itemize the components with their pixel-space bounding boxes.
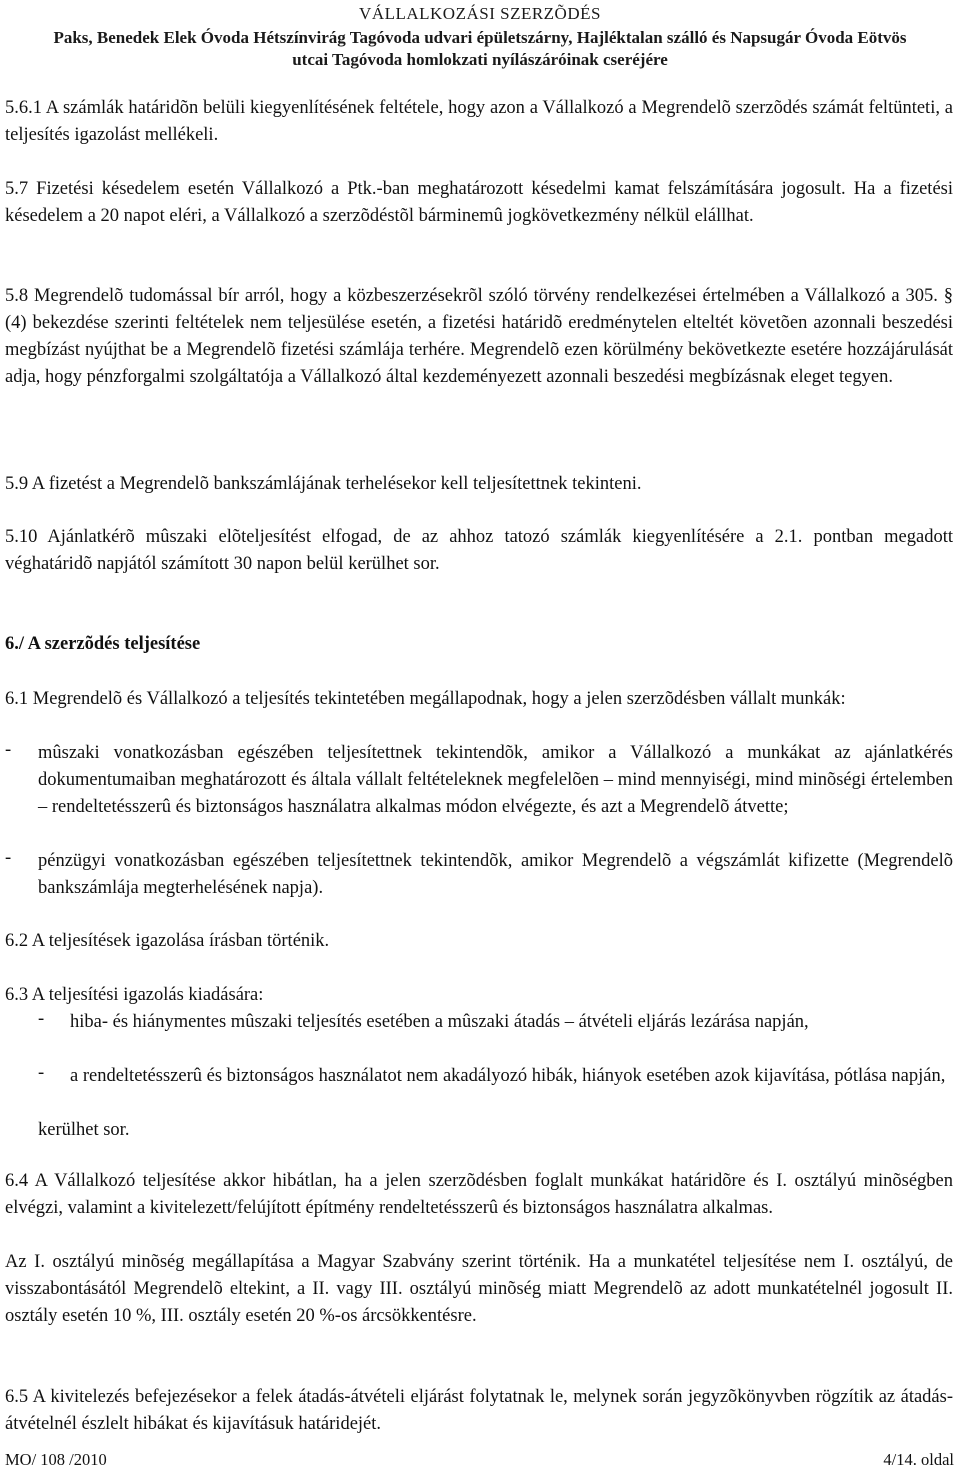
paragraph-6-3-item-2: a rendeltetésszerû és biztonságos használatot nem akadályozó hibák, hiányok esetében azok kijavítása, pótlása napján,	[70, 1066, 946, 1086]
document-subtitle-line1: Paks, Benedek Elek Óvoda Hétszínvirág Tagóvoda udvari épületszárny, Hajléktalan szálló és Napsugár Óvoda Eötvös	[53, 28, 907, 47]
paragraph-6-2: 6.2 A teljesítések igazolása írásban történik.	[5, 931, 330, 951]
paragraph-6-3-item-1: hiba- és hiánymentes mûszaki teljesítés esetében a mûszaki átadás – átvételi eljárás lezárása napján,	[70, 1012, 809, 1032]
document-title: VÁLLALKOZÁSI SZERZÕDÉS	[359, 4, 601, 23]
paragraph-5-7: 5.7 Fizetési késedelem esetén Vállalkozó a Ptk.-ban meghatározott késedelmi kamat felszámítására jogosult. Ha a fizetési késedelem a 20 napot eléri, a Vállalkozó a szerzõdéstõl bárminemû jogkövetkezmény nélkül elállhat.	[5, 179, 953, 226]
paragraph-5-9: 5.9 A fizetést a Megrendelõ bankszámlájának terhelésekor kell teljesítettnek tekinteni.	[5, 474, 642, 494]
paragraph-5-8: 5.8 Megrendelõ tudomással bír arról, hogy a közbeszerzésekrõl szóló törvény rendelkezései értelmében a Vállalkozó a 305. § (4) bekezdése szerinti feltételek nem teljesülése esetén, a fizetési határidõ eredménytelen elteltét követõen azonnali beszedési megbízást nyújthat be a Megrendelõ fizetési számlája terhére. Megrendelõ ezen körülmény bekövetkezte esetére hozzájárulását adja, hogy pénzforgalmi szolgáltatója a Vállalkozó által kezdeményezett azonnali beszedési megbízásnak eleget tegyen.	[5, 286, 953, 387]
document-subtitle-line2: utcai Tagóvoda homlokzati nyílászáróinak cseréjére	[292, 50, 668, 69]
footer-document-id: MO/ 108 /2010	[5, 1450, 107, 1469]
paragraph-6-4: 6.4 A Vállalkozó teljesítése akkor hibátlan, ha a jelen szerzõdésben foglalt munkákat határidõre és I. osztályú minõségben elvégzi, valamint a kivitelezett/felújított építmény rendeltetésszerû és biztonságos használatra alkalmas.	[5, 1171, 953, 1218]
paragraph-6-3-outro: kerülhet sor.	[38, 1120, 130, 1140]
list-dash: -	[38, 1063, 45, 1083]
paragraph-6-3-intro: 6.3 A teljesítési igazolás kiadására:	[5, 985, 264, 1005]
list-dash: -	[38, 1009, 45, 1029]
paragraph-6-1-intro: 6.1 Megrendelõ és Vállalkozó a teljesítés tekintetében megállapodnak, hogy a jelen szerzõdésben vállalt munkák:	[5, 689, 846, 709]
list-dash: -	[5, 740, 12, 760]
paragraph-6-1-item-2: pénzügyi vonatkozásban egészében teljesítettnek tekintendõk, amikor Megrendelõ a végszámlát kifizette (Megrendelõ bankszámlája megterhelésének napja).	[38, 851, 953, 898]
list-dash: -	[5, 848, 12, 868]
paragraph-5-10: 5.10 Ajánlatkérõ mûszaki elõteljesítést elfogad, de az ahhoz tatozó számlák kiegyenlítésére a 2.1. pontban megadott véghatáridõ napjától számított 30 napon belül kerülhet sor.	[5, 527, 953, 574]
paragraph-5-6-1: 5.6.1 A számlák határidõn belüli kiegyenlítésének feltétele, hogy azon a Vállalkozó a Megrendelõ szerzõdés számát feltünteti, a teljesítés igazolást mellékeli.	[5, 98, 953, 145]
section-heading-6: 6./ A szerzõdés teljesítése	[5, 634, 201, 654]
paragraph-6-5: 6.5 A kivitelezés befejezésekor a felek átadás-átvételi eljárást folytatnak le, melynek során jegyzõkönyvben rögzítik az átadás-átvételnél észlelt hibákat és kijavításuk határidejét.	[5, 1387, 953, 1434]
paragraph-6-1-item-1: mûszaki vonatkozásban egészében teljesítettnek tekintendõk, amikor a Vállalkozó a munkákat az ajánlatkérés dokumentumaiban meghatározott és általa vállalt feltételeknek megfelelõen – mind mennyiségi, mind minõségi értelemben – rendeltetésszerû és biztonságos használatra alkalmas módon elvégezte, és azt a Megrendelõ átvette;	[38, 743, 953, 817]
footer-page-number: 4/14. oldal	[883, 1450, 954, 1469]
paragraph-6-4-classification: Az I. osztályú minõség megállapítása a Magyar Szabvány szerint történik. Ha a munkatétel teljesítése nem I. osztályú, de visszabontásától Megrendelõ eltekint, a II. vagy III. osztályú minõség miatt Megrendelõ az adott munkatételnél jogosult II. osztály esetén 10 %, III. osztály esetén 20 %-os árcsökkentésre.	[5, 1252, 953, 1326]
